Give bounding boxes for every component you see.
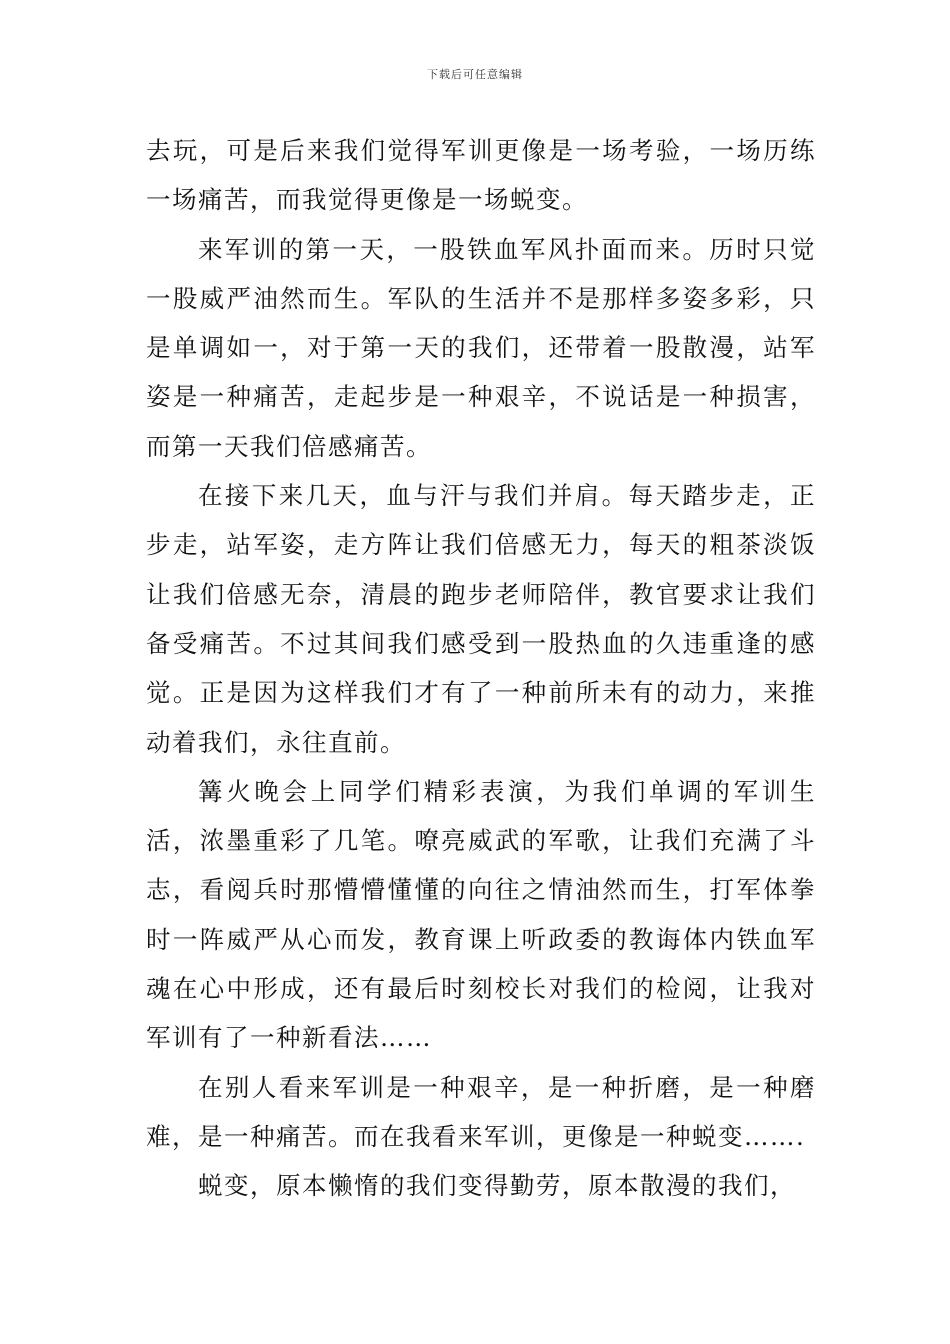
paragraph-4: 篝火晚会上同学们精彩表演，为我们单调的军训生活，浓墨重彩了几笔。嘹亮威武的军歌，让我们充满了斗志，看阅兵时那懵懵懂懂的向往之情油然而生，打军体拳时一阵威严从心而发，教育课上听政委的教诲体内铁血军魂在心中形成，还有最后时刻校长对我们的检阅，让我对军训有了一种新看法…… [146,776,816,1053]
paragraph-2: 来军训的第一天，一股铁血军风扑面而来。历时只觉一股威严油然而生。军队的生活并不是那样多姿多彩，只是单调如一，对于第一天的我们，还带着一股散漫，站军姿是一种痛苦，走起步是一种艰辛，不说话是一种损害，而第一天我们倍感痛苦。 [146,234,816,461]
document-body [146,126,816,1211]
page-header: 下载后可任意编辑 [427,68,523,81]
paragraph-6: 蜕变，原本懒惰的我们变得勤劳，原本散漫的我们， [198,1171,796,1201]
paragraph-3: 在接下来几天，血与汗与我们并肩。每天踏步走，正步走，站军姿，走方阵让我们倍感无力，每天的粗茶淡饭让我们倍感无奈，清晨的跑步老师陪伴，教官要求让我们备受痛苦。不过其间我们感受到一股热血的久违重逢的感觉。正是因为这样我们才有了一种前所未有的动力，来推动着我们，永往直前。 [146,481,816,757]
paragraph-5: 在别人看来军训是一种艰辛，是一种折磨，是一种磨难，是一种痛苦。而在我看来军训，更像是一种蜕变……. [146,1072,816,1151]
paragraph-1: 去玩，可是后来我们觉得军训更像是一场考验，一场历练一场痛苦，而我觉得更像是一场蜕变。 [146,136,816,215]
